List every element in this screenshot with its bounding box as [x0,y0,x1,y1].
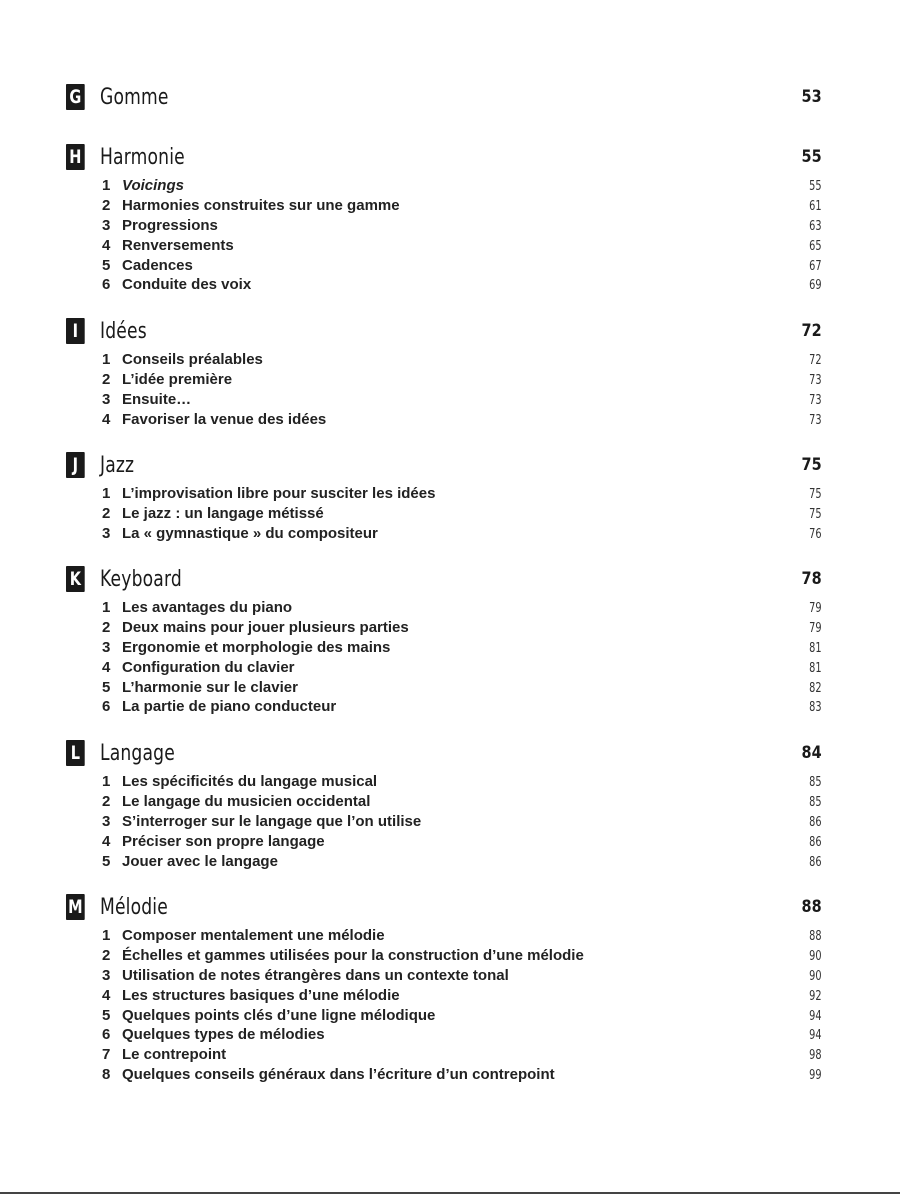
section-page-number: 72 [801,321,822,341]
entry-number: 6 [102,1026,111,1044]
section-title: Keyboard [100,566,182,592]
entry-title: Échelles et gammes utilisées pour la construction d’une mélodie [122,946,584,964]
toc-entry[interactable] [102,832,822,852]
toc-entry[interactable] [102,678,822,698]
toc-entry[interactable] [102,812,822,832]
entry-number: 5 [102,678,111,696]
section-letter-badge: G [66,84,85,110]
section-title: Jazz [100,452,135,478]
entry-page-number: 81 [809,660,822,676]
toc-entry[interactable] [102,772,822,792]
entry-page-number: 75 [809,487,822,502]
section-title: Mélodie [100,894,168,920]
entry-title: Quelques types de mélodies [122,1026,325,1044]
toc-entry[interactable] [102,350,822,370]
entry-page-number: 76 [809,526,822,542]
section-header[interactable] [66,142,822,172]
section-title: Harmonie [100,144,185,170]
entry-page-number: 82 [809,680,822,696]
entry-page-number: 75 [809,506,822,522]
entry-page-number: 61 [809,198,822,214]
entry-title: Conduite des voix [122,276,252,294]
entry-page-number: 92 [809,988,822,1004]
section-letter-badge: M [66,894,85,920]
toc-entry[interactable] [102,1006,822,1026]
section-header[interactable] [66,564,822,594]
section-title: Idées [100,318,147,344]
toc-entry[interactable] [102,1065,822,1085]
entry-title: Le langage du musicien occidental [122,792,371,810]
section-item-list [102,176,822,295]
entry-page-number: 94 [809,1008,822,1024]
entry-page-number: 99 [809,1068,822,1084]
section-title: Langage [100,740,175,766]
entry-number: 4 [102,410,111,428]
entry-title: S’interroger sur le langage que l’on utilise [122,812,422,830]
section-header[interactable] [66,738,822,768]
entry-page-number: 79 [809,601,822,616]
entry-title: Deux mains pour jouer plusieurs parties [122,618,409,636]
entry-page-number: 88 [809,929,822,944]
toc-entry[interactable] [102,852,822,872]
entry-number: 1 [102,177,111,194]
entry-number: 6 [102,276,111,294]
toc-section [66,450,822,544]
entry-number: 4 [102,236,111,254]
toc-section [66,892,822,1085]
section-letter-badge: K [66,566,85,592]
entry-number: 2 [102,504,111,522]
entry-page-number: 67 [809,258,822,274]
entry-page-number: 81 [809,640,822,656]
toc-entry[interactable] [102,1045,822,1065]
section-title: Gomme [100,84,169,110]
entry-title: Préciser son propre langage [122,832,325,850]
toc-entry[interactable] [102,236,822,256]
entry-title: Les avantages du piano [122,599,293,616]
toc-section [66,316,822,430]
entry-title: Les spécificités du langage musical [122,773,378,790]
entry-number: 7 [102,1046,111,1064]
toc-section [66,564,822,717]
toc-entry[interactable] [102,216,822,236]
section-letter-badge: L [66,740,85,766]
entry-page-number: 73 [809,412,822,428]
section-page-number: 55 [801,147,822,167]
toc-entry[interactable] [102,946,822,966]
entry-number: 8 [102,1066,111,1084]
section-item-list [102,926,822,1085]
entry-page-number: 86 [809,854,822,870]
toc-entry[interactable] [102,966,822,986]
entry-page-number: 94 [809,1028,822,1044]
entry-number: 3 [102,524,111,542]
entry-title: La partie de piano conducteur [122,698,337,716]
entry-page-number: 86 [809,834,822,850]
entry-title: Quelques conseils généraux dans l’écriture d’un contrepoint [122,1066,555,1084]
entry-number: 1 [102,485,111,502]
entry-page-number: 65 [809,238,822,254]
entry-title: Conseils préalables [122,351,263,368]
toc-entry[interactable] [102,697,822,717]
toc-entry[interactable] [102,1025,822,1045]
entry-number: 3 [102,638,111,656]
entry-title: Progressions [122,216,218,234]
entry-page-number: 79 [809,620,822,636]
entry-page-number: 90 [809,948,822,964]
toc-section [66,738,822,871]
section-page-number: 75 [801,455,822,475]
section-item-list [102,350,822,430]
entry-number: 3 [102,812,111,830]
section-letter-badge: H [66,144,85,170]
toc-entry[interactable] [102,390,822,410]
section-header[interactable] [66,892,822,922]
toc-entry[interactable] [102,410,822,430]
entry-page-number: 63 [809,218,822,234]
entry-page-number: 55 [809,179,822,194]
entry-number: 2 [102,946,111,964]
toc-entry[interactable] [102,792,822,812]
entry-title: Les structures basiques d’une mélodie [122,986,400,1004]
entry-title: Favoriser la venue des idées [122,410,327,428]
entry-number: 3 [102,966,111,984]
entry-page-number: 73 [809,372,822,388]
entry-page-number: 72 [809,353,822,368]
toc-entry[interactable] [102,638,822,658]
entry-number: 5 [102,852,111,870]
entry-page-number: 85 [809,775,822,790]
entry-page-number: 98 [809,1048,822,1064]
entry-title: Ergonomie et morphologie des mains [122,638,391,656]
entry-title: La « gymnastique » du compositeur [122,524,378,542]
section-page-number: 88 [801,897,822,917]
section-item-list [102,598,822,717]
section-item-list [102,484,822,544]
entry-number: 2 [102,792,111,810]
toc-entry[interactable] [102,986,822,1006]
entry-title: Utilisation de notes étrangères dans un contexte tonal [122,966,509,984]
entry-page-number: 83 [809,700,822,716]
section-letter-badge: J [66,452,85,478]
entry-title: Voicings [122,177,184,194]
entry-number: 1 [102,773,111,790]
section-page-number: 53 [801,87,822,107]
toc-entry[interactable] [102,370,822,390]
toc-entry[interactable] [102,256,822,276]
entry-number: 4 [102,832,111,850]
toc-section [66,82,822,112]
entry-title: Configuration du clavier [122,658,295,676]
entry-title: Le contrepoint [122,1046,227,1064]
entry-number: 3 [102,390,111,408]
entry-page-number: 86 [809,814,822,830]
entry-number: 4 [102,986,111,1004]
entry-title: L’improvisation libre pour susciter les idées [122,485,436,502]
toc-entry[interactable] [102,484,822,504]
entry-number: 2 [102,370,111,388]
toc-entry[interactable] [102,658,822,678]
entry-title: Cadences [122,256,193,274]
entry-title: Jouer avec le langage [122,852,278,870]
entry-number: 2 [102,196,111,214]
section-header[interactable] [66,316,822,346]
toc-entry[interactable] [102,275,822,295]
entry-page-number: 69 [809,278,822,294]
entry-number: 1 [102,599,111,616]
entry-page-number: 73 [809,392,822,408]
entry-page-number: 85 [809,794,822,810]
section-item-list [102,772,822,871]
section-header[interactable] [66,82,822,112]
toc-entry[interactable] [102,504,822,524]
entry-title: Composer mentalement une mélodie [122,927,385,944]
entry-number: 4 [102,658,111,676]
section-letter-badge: I [66,318,85,344]
entry-page-number: 90 [809,968,822,984]
entry-title: Harmonies construites sur une gamme [122,196,400,214]
section-page-number: 78 [801,569,822,589]
toc-entry[interactable] [102,926,822,946]
toc-entry[interactable] [102,176,822,196]
entry-title: L’idée première [122,370,233,388]
toc-entry[interactable] [102,524,822,544]
entry-number: 1 [102,351,111,368]
entry-number: 1 [102,927,111,944]
entry-number: 5 [102,1006,111,1024]
section-header[interactable] [66,450,822,480]
entry-title: Ensuite… [122,390,192,408]
entry-number: 6 [102,698,111,716]
toc-entry[interactable] [102,196,822,216]
entry-title: Quelques points clés d’une ligne mélodique [122,1006,436,1024]
toc-section [66,142,822,295]
toc-entry[interactable] [102,618,822,638]
entry-number: 3 [102,216,111,234]
entry-title: L’harmonie sur le clavier [122,678,298,696]
toc-entry[interactable] [102,598,822,618]
entry-number: 5 [102,256,111,274]
entry-number: 2 [102,618,111,636]
entry-title: Le jazz : un langage métissé [122,504,324,522]
entry-title: Renversements [122,236,234,254]
section-page-number: 84 [801,743,822,763]
